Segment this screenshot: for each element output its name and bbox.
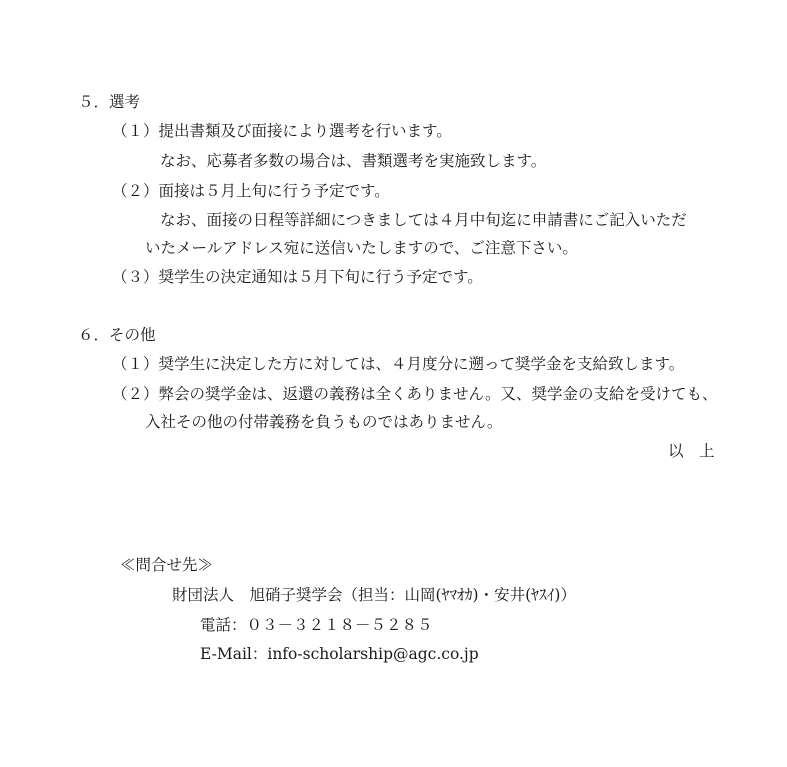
item-text: 面接は５月上旬に行う予定です。	[158, 182, 390, 200]
section-6-item-1	[112, 353, 684, 375]
section-5-item-3	[112, 266, 483, 288]
item-marker: （３）	[112, 268, 159, 286]
item-marker: （１）	[112, 122, 159, 140]
item-marker: （２）	[112, 182, 159, 200]
section-6-item-2-cont: 入社その他の付帯義務を負うものではありません。	[145, 413, 503, 431]
closing-ijo: 以 上	[668, 442, 715, 460]
section-5-item-2-cont-1: なお、面接の日程等詳細につきましては４月中旬迄に申請書にご記入いただ	[160, 211, 687, 229]
section-6-heading: ６．その他	[78, 326, 156, 344]
item-text: 奨学生に決定した方に対しては、４月度分に遡って奨学金を支給致します。	[158, 355, 685, 373]
item-marker: （１）	[112, 355, 159, 373]
section-5-item-2-cont-2: いたメールアドレス宛に送信いたしますので、ご注意下さい。	[145, 239, 578, 257]
contact-phone: 電話：０３－３２１８－５２８５	[200, 616, 433, 634]
item-text: 弊会の奨学金は、返還の義務は全くありません。又、奨学金の支給を受けても、	[158, 385, 718, 403]
section-6-item-2	[112, 383, 717, 405]
section-5-item-2	[112, 180, 390, 202]
contact-heading: ≪問合せ先≫	[120, 556, 214, 574]
section-5-item-1-cont: なお、応募者多数の場合は、書類選考を実施致します。	[160, 152, 547, 170]
contact-email: E-Mail：info-scholarship@agc.co.jp	[200, 645, 479, 663]
contact-organization: 財団法人 旭硝子奨学会（担当：山岡(ﾔﾏｵｶ)・安井(ﾔｽｲ)）	[172, 586, 576, 604]
item-text: 奨学生の決定通知は５月下旬に行う予定です。	[158, 268, 483, 286]
section-5-heading: ５．選考	[78, 93, 141, 111]
section-5-item-1	[112, 120, 452, 142]
item-marker: （２）	[112, 385, 159, 403]
item-text: 提出書類及び面接により選考を行います。	[158, 122, 452, 140]
